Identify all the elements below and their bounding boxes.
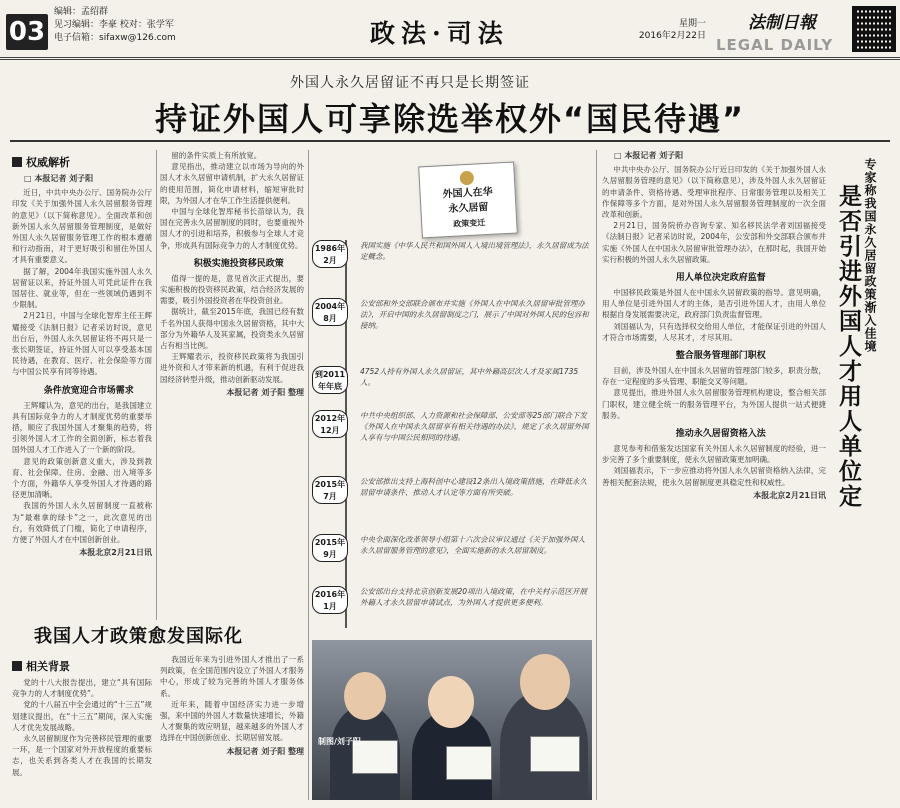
paragraph: 意见的政策创新意义重大，涉及到教育、社会保障、住房、金融、出入境等多个方面，外籍华人享受外国人才待遇的路径更加清晰。	[12, 456, 152, 500]
masthead	[0, 0, 900, 60]
paragraph: 意见提出，推进外国人永久居留服务管理机构建设，整合相关部门职权，建立健全统一的服务管理平台，为外国人提供一站式便捷服务。	[602, 388, 826, 420]
paragraph: 我国的外国人永久居留制度一直被称为“最难拿的绿卡”之一，此次意见的出台，有效降低了门槛，简化了申请程序，方便了外国人才在中国创新创业。	[12, 501, 152, 545]
paragraph: 中国与全球化智库秘书长苗绿认为，我国在完善永久居留制度的同时，也要重视外国人才的引进和培养，积极参与全球人才竞争，形成具有国际竞争力的人才制度优势。	[160, 207, 304, 250]
paragraph: 我国近年来为引进外国人才推出了一系列政策，在全国范围内设立了外国人才服务中心，形成了较为完善的外国人才服务体系。	[160, 655, 304, 698]
lead-kicker: 外国人永久居留证不再只是长期签证	[290, 75, 530, 91]
signature: 本报记者 刘子阳 整理	[226, 387, 304, 397]
background-article	[12, 654, 152, 804]
signature: 本报记者 刘子阳 整理	[226, 746, 304, 756]
subheading: 整合服务管理部门职权	[675, 351, 766, 362]
paragraph: 中共中央办公厅、国务院办公厅近日印发的《关于加强外国人永久居留服务管理的意见》（以下简称意见），涉及外国人永久居留证的申请条件、资格待遇、受理审批程序、日常服务管理以及相关工作保障等多个方面，是对外国人永久居留服务管理制度的一次全面改革和创新。	[602, 165, 826, 220]
paragraph: 近年来，随着中国经济实力进一步增强，来中国的外国人才数量快速增长，外籍人才聚集的效应明显，越来越多的外国人才选择在中国创新创业、长期居留发展。	[160, 699, 304, 743]
paper-english-name: LEGAL DAILY	[716, 36, 834, 54]
paragraph: 中国移民政策是外国人在中国永久居留政策的指导。意见明确，用人单位是引进外国人才的主体，是否引进外国人才，由用人单位根据自身发展需要决定，政府部门负责监督管理。	[602, 288, 826, 320]
column-divider	[308, 150, 309, 800]
paragraph: 刘国福认为，只有选择权交给用人单位，才能保证引进的外国人才符合市场需要，人尽其才，才尽其用。	[602, 321, 826, 342]
timeline-event	[312, 410, 592, 443]
headline-rule	[10, 140, 890, 142]
paragraph: 据统计，截至2015年底，我国已经有数千名外国人获得中国永久居留资格，其中大部分为外籍华人及其家属，投资类永久居留占有相当比例。	[160, 307, 304, 351]
paragraph: 意见指出，推动建立以市场为导向的外国人才永久居留申请机制，扩大永久居留证的使用范围，简化申请材料，缩短审批时限，为外国人才在华工作生活提供便利。	[160, 162, 304, 205]
qr-code-icon	[852, 6, 896, 52]
right-headline: 是否引进外国人才用人单位定	[835, 184, 861, 509]
paragraph: 永久居留制度作为完善移民管理的重要一环，是一个国家对外开放程度的重要标志，也关系到各类人才在我国的长期发展。	[12, 734, 152, 777]
event-date: 1986年2月	[312, 240, 348, 268]
event-text: 公安部推出支持上海科创中心建设12条出入境政策措施，在降低永久居留申请条件、推动人才认定等方面有所突破。	[360, 477, 588, 497]
column-divider	[156, 150, 157, 620]
event-date: 2015年9月	[312, 534, 348, 562]
editor-line: 电子信箱：sifaxw@126.com	[54, 33, 176, 43]
editor-line: 编辑：孟绍群	[54, 7, 109, 17]
page-number: 03	[6, 14, 48, 50]
policy-timeline	[312, 240, 592, 628]
timeline-event	[312, 366, 592, 394]
paragraph: 王辉耀表示，投资移民政策将为我国引进外资和人才带来新的机遇，有利于促进我国经济转型升级，推动创新驱动发展。	[160, 352, 304, 384]
national-emblem-icon	[459, 171, 474, 186]
event-date: 2016年1月	[312, 586, 348, 614]
paragraph: 值得一提的是，意见首次正式提出，要实施积极的投资移民政策，结合经济发展的需要，吸引外国投资者在华投资创业。	[160, 273, 304, 306]
event-text: 公安部和外交部联合颁布并实施《外国人在中国永久居留审批管理办法》，开启中国的永久居留制度之门，展示了中国对外国人民的包容和接纳。	[360, 299, 589, 330]
signature: 本报北京2月21日讯	[79, 548, 152, 558]
paragraph: 党的十八大报告提出，建立“具有国际竞争力的人才制度优势”。	[12, 678, 152, 699]
person-face	[428, 676, 474, 728]
paragraph: 2月21日，中国与全球化智库主任王辉耀接受《法制日报》记者采访时说，意见出台后，外国人永久居留证将不再只是一张长期签证，持证外国人可以享受基本国民待遇，在教育、医疗、社会保险等方面与中国公民享有同等待遇。	[12, 311, 152, 377]
timeline-event	[312, 476, 592, 504]
section-label: 权威解析	[12, 154, 152, 170]
square-icon	[12, 157, 22, 167]
subheading: 推动永久居留资格入法	[675, 429, 766, 440]
permit-line: 永久居留	[448, 201, 489, 216]
timeline-event	[312, 586, 592, 614]
paragraph: 意见参考和借鉴发达国家有关外国人永久居留制度的经验，进一步完善了多个重要制度，使永久居留政策更加明确。	[602, 444, 826, 465]
lead-headline: 持证外国人可享除选举权外“国民待遇”	[154, 100, 746, 138]
event-text: 4752人持有外国人永久居留证，其中外籍高层次人才及家属1735人。	[360, 367, 579, 387]
right-kicker: 专家称我国永久居留政策渐入佳境	[863, 158, 877, 353]
timeline-event	[312, 534, 592, 562]
photo-credit: 制图/刘子阳	[318, 737, 361, 746]
byline: □ 本报记者 刘子阳	[24, 174, 94, 183]
subheading: 用人单位决定政府监督	[675, 273, 766, 284]
permit-card	[446, 746, 492, 780]
paragraph: 王辉耀认为，意见的出台，是我国建立具有国际竞争力的人才制度优势的重要举措，顺应了我国外国人才聚集的趋势，将引领外国人才工作的全面创新，标志着我国外国人才工作进入了一个新的阶段。	[12, 400, 152, 455]
event-date: 到2011年年底	[312, 366, 348, 394]
issue-date	[636, 18, 706, 42]
paragraph: 刘国福表示，下一步应推动将外国人永久居留资格纳入法律，完善相关配套法规，使永久居留制度更具稳定性和权威性。	[602, 466, 826, 487]
permit-card-graphic	[418, 162, 518, 239]
square-icon	[12, 661, 22, 671]
subheading: 条件放宽迎合市场需求	[43, 385, 134, 396]
paragraph: 2月21日，国务院侨办咨询专家、知名移民法学者刘国福接受《法制日报》记者采访时说，2004年，公安部和外交部联合颁布并实施《外国人在中国永久居留审批管理办法》，在那时起，我国开始实行积极的外国人永久居留政策。	[602, 221, 826, 264]
signature: 本报北京2月21日讯	[753, 490, 826, 500]
section-label: 相关背景	[12, 658, 152, 674]
left-article	[12, 150, 152, 615]
timeline-event	[312, 298, 592, 331]
permit-card	[530, 736, 580, 772]
paper-logo: 法制日報	[748, 13, 816, 33]
event-text: 中共中央组织部、人力资源和社会保障部、公安部等25部门联合下发《外国人在中国永久居留享有相关待遇的办法》，规定了永久居留外国人享有与中国公民相同的待遇。	[360, 411, 589, 442]
background-article-continued	[160, 654, 304, 804]
person-face	[520, 654, 570, 710]
lower-headline: 我国人才政策愈发国际化	[34, 626, 243, 647]
section-title: 政法·司法	[370, 19, 509, 48]
event-text: 公安部出台支持北京创新发展20项出入境政策，在中关村示范区开展外籍人才永久居留申请试点，为外国人才提供更多便利。	[360, 587, 588, 607]
event-date: 2012年12月	[312, 410, 348, 438]
editor-line: 见习编辑：李豪 校对：张学军	[54, 20, 174, 30]
paragraph: 近日，中共中央办公厅、国务院办公厅印发《关于加强外国人永久居留服务管理的意见》（以下简称意见）。全面改革和创新外国人永久居留服务管理制度，是做好外国人永久居留服务管理工作的根本遵循和行动指南，对于更好吸引和留住外国人才具有重要意义。	[12, 188, 152, 265]
middle-article	[160, 150, 304, 610]
timeline-event	[312, 240, 592, 268]
editor-info	[54, 6, 176, 45]
paragraph: 党的十八届五中全会通过的“十三五”规划建议提出，在“十三五”期间，深入实施人才优先发展战略。	[12, 700, 152, 732]
permit-line: 政策变迁	[452, 217, 486, 229]
person-face	[344, 672, 386, 720]
byline: □ 本报记者 刘子阳	[614, 151, 684, 160]
right-article	[602, 150, 826, 800]
subheading: 积极实施投资移民政策	[193, 258, 284, 269]
paragraph: 留的条件实质上有所放宽。	[171, 151, 262, 160]
column-divider	[596, 150, 597, 800]
permit-line: 外国人在华	[442, 186, 493, 201]
weekday: 星期一	[678, 19, 706, 29]
event-text: 我国实施《中华人民共和国外国人入境出境管理法》，永久居留成为法定概念。	[360, 241, 589, 261]
event-date: 2004年8月	[312, 298, 348, 326]
paragraph: 目前，涉及外国人在中国永久居留的管理部门较多，职责分散，存在一定程度的多头管理、职能交叉等问题。	[602, 366, 826, 387]
date: 2016年2月22日	[638, 31, 706, 41]
event-text: 中央全面深化改革领导小组第十六次会议审议通过《关于加强外国人永久居留服务管理的意见》，全面实施新的永久居留制度。	[360, 535, 585, 555]
paragraph: 据了解，2004年我国实施外国人永久居留证以来，持证外国人可凭此证件在我国居住、就业等，但在一些领域仍遇到不少限制。	[12, 266, 152, 310]
event-date: 2015年7月	[312, 476, 348, 504]
news-photo	[312, 640, 592, 800]
